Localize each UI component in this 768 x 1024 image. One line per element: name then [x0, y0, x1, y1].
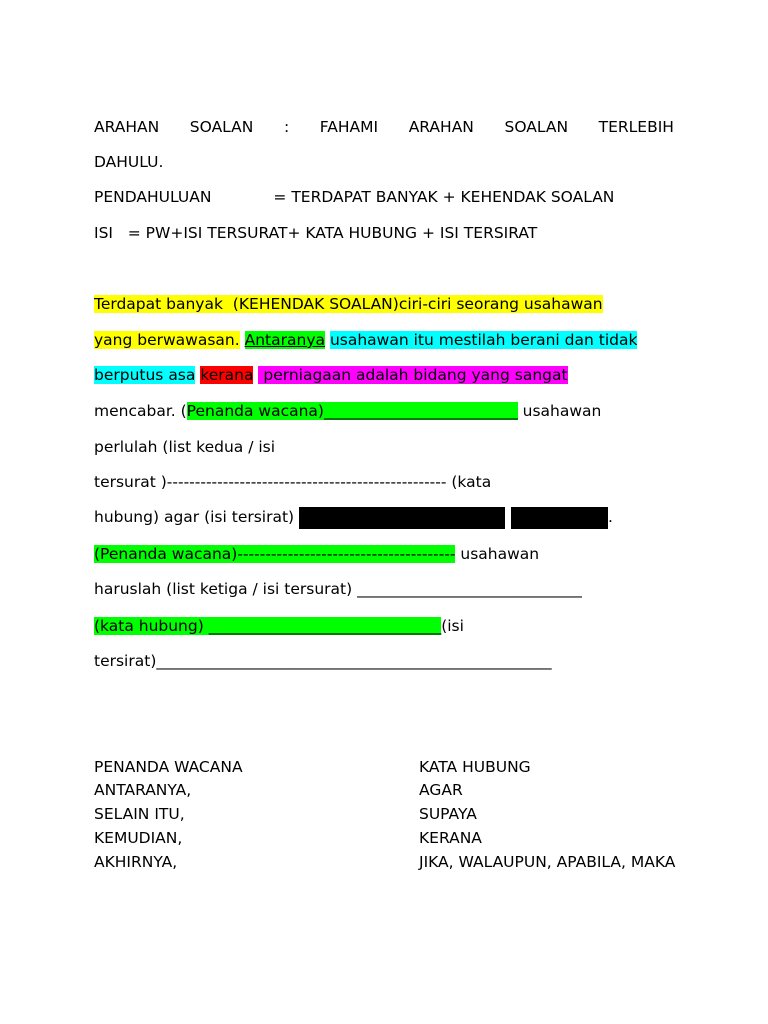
instruction-word: SOALAN [189, 118, 254, 136]
table-cell: AKHIRNYA, [94, 853, 178, 871]
para-text: usahawan [455, 545, 540, 563]
instruction-cont: DAHULU. [94, 153, 164, 171]
highlight-green: (Penanda wacana)--------------------------------------- [94, 545, 456, 563]
para-line-2 [94, 329, 637, 351]
table-cell: ANTARANYA, [94, 781, 192, 799]
highlight-cyan: berputus asa [94, 366, 196, 384]
highlight-magenta: perniagaan adalah bidang yang sangat [258, 366, 568, 384]
instruction-word: FAHAMI [319, 118, 379, 136]
para-line-11: tersirat)___________________________________________________ [94, 652, 552, 670]
intro-label: PENDAHULUAN [94, 188, 212, 206]
table-cell: KEMUDIAN, [94, 829, 183, 847]
para-text: usahawan [517, 402, 602, 420]
para-text: (isi [441, 617, 464, 635]
instruction-word: ARAHAN [94, 118, 160, 136]
highlight-green: Penanda wacana)_________________________ [186, 402, 518, 420]
highlight-yellow: Terdapat banyak (KEHENDAK SOALAN)ciri-ciri seorang usahawan [94, 295, 603, 313]
redaction-block [511, 507, 608, 529]
para-text: mencabar. ( [94, 402, 187, 420]
para-line-7 [94, 506, 613, 529]
table-cell: KERANA [419, 829, 482, 847]
instruction-word: : [283, 118, 290, 136]
instruction-word: TERLEBIH [598, 118, 674, 136]
table-header-row [94, 756, 531, 778]
para-line-10 [94, 615, 464, 637]
para-text: . [608, 508, 613, 526]
intro-value: = TERDAPAT BANYAK + KEHENDAK SOALAN [273, 188, 615, 206]
table-cell: SUPAYA [419, 805, 477, 823]
redaction-block [299, 507, 505, 529]
instruction-line [94, 116, 674, 138]
highlight-yellow: yang berwawasan. [94, 331, 240, 349]
body-formula: ISI = PW+ISI TERSURAT+ KATA HUBUNG + ISI TERSIRAT [94, 224, 538, 242]
para-line-1 [94, 293, 603, 315]
instruction-word: SOALAN [504, 118, 569, 136]
table-row [94, 779, 463, 801]
para-text: hubung) agar (isi tersirat) [94, 508, 300, 526]
highlight-green: (kata hubung) ______________________________ [94, 617, 442, 635]
intro-line [94, 186, 614, 208]
highlight-cyan: usahawan itu mestilah berani dan tidak [329, 331, 638, 349]
para-line-9: haruslah (list ketiga / isi tersurat) _____________________________ [94, 580, 582, 598]
table-header: KATA HUBUNG [419, 758, 531, 776]
highlight-red: kerana [200, 366, 254, 384]
table-cell: AGAR [419, 781, 463, 799]
instruction-word: ARAHAN [408, 118, 474, 136]
highlight-green-underlined: Antaranya [244, 331, 325, 349]
table-row [94, 827, 482, 849]
table-cell: SELAIN ITU, [94, 805, 185, 823]
para-line-5: perlulah (list kedua / isi [94, 438, 276, 456]
table-row [94, 851, 676, 873]
para-line-3 [94, 364, 568, 386]
para-line-8 [94, 543, 539, 565]
para-line-6: tersurat )-------------------------------------------------- (kata [94, 473, 492, 491]
table-cell: JIKA, WALAUPUN, APABILA, MAKA [419, 853, 676, 871]
para-line-4 [94, 400, 601, 422]
table-row [94, 803, 477, 825]
table-header: PENANDA WACANA [94, 758, 243, 776]
